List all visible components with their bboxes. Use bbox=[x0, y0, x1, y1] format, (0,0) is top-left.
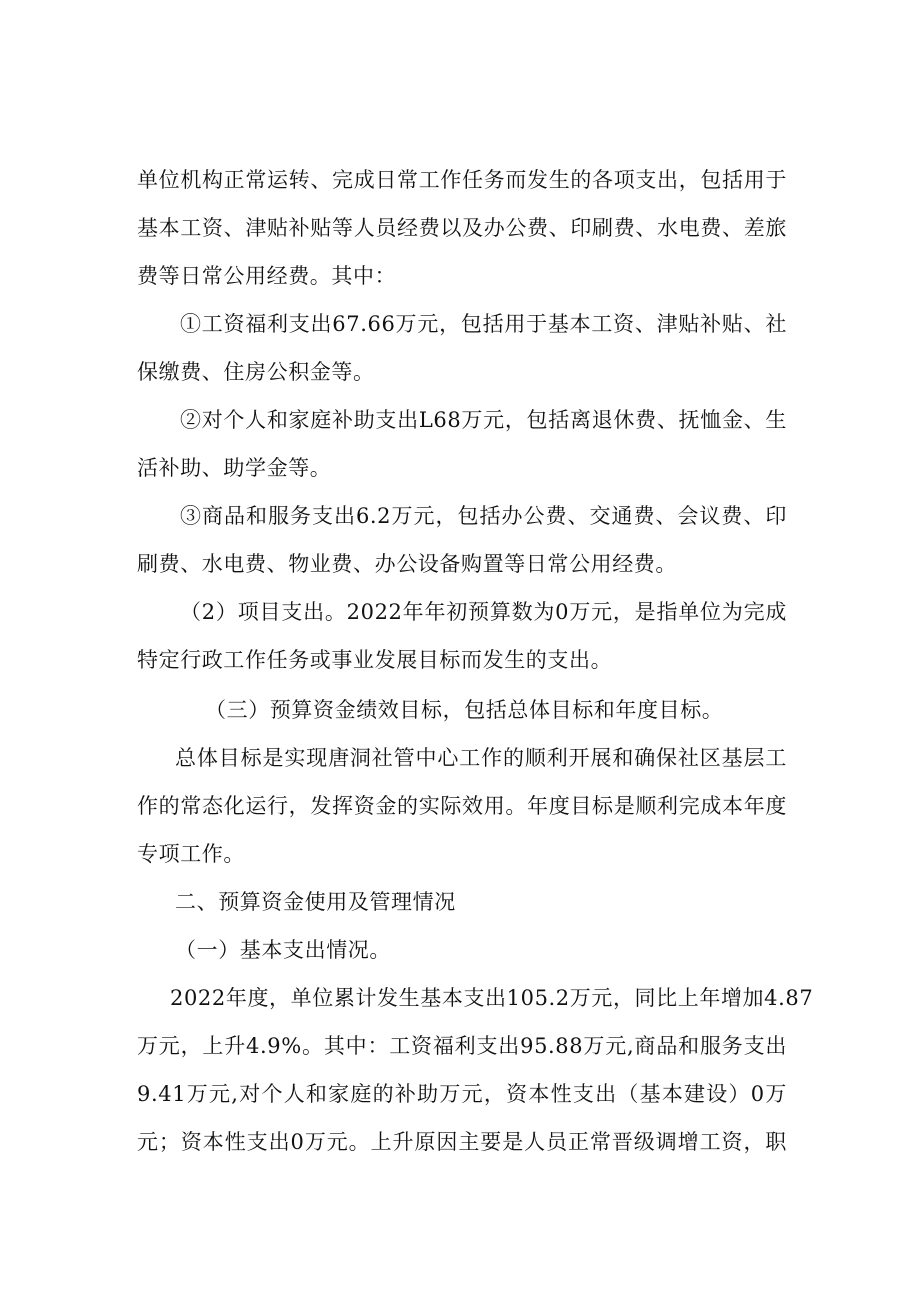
text-line-8: ③商品和服务支出6.2万元，包括办公费、交通费、会议费、印 bbox=[180, 504, 787, 528]
text-line-10: （2）项目支出。2022年年初预算数为0万元，是指单位为完成 bbox=[180, 600, 787, 624]
text-line-19: 万元，上升4.9%。其中：工资福利支出95.88万元,商品和服务支出 bbox=[137, 1034, 787, 1058]
text-line-6: ②对个人和家庭补助支出L68万元，包括离退休费、抚恤金、生 bbox=[180, 408, 787, 432]
subsection-heading-1: （一）基本支出情况。 bbox=[175, 938, 391, 962]
text-line-13: 总体目标是实现唐洞社管中心工作的顺利开展和确保社区基层工 bbox=[175, 746, 787, 770]
text-line-14: 作的常态化运行，发挥资金的实际效用。年度目标是顺利完成本年度 bbox=[137, 794, 787, 818]
text-line-3: 费等日常公用经费。其中： bbox=[137, 264, 397, 288]
text-line-2: 基本工资、津贴补贴等人员经费以及办公费、印刷费、水电费、差旅 bbox=[137, 216, 787, 240]
text-line-4: ①工资福利支出67.66万元，包括用于基本工资、津贴补贴、社 bbox=[180, 312, 787, 336]
text-line-7: 活补助、助学金等。 bbox=[137, 456, 332, 480]
section-heading-2: 二、预算资金使用及管理情况 bbox=[175, 890, 456, 914]
text-line-1: 单位机构正常运转、完成日常工作任务而发生的各项支出，包括用于 bbox=[137, 168, 787, 192]
text-line-5: 保缴费、住房公积金等。 bbox=[137, 360, 375, 384]
text-line-11: 特定行政工作任务或事业发展目标而发生的支出。 bbox=[137, 648, 613, 672]
text-line-20: 9.41万元,对个人和家庭的补助万元，资本性支出（基本建设）0万 bbox=[137, 1082, 787, 1106]
text-line-15: 专项工作。 bbox=[137, 842, 245, 866]
text-line-21: 元；资本性支出0万元。上升原因主要是人员正常晋级调增工资，职 bbox=[137, 1130, 787, 1154]
section-heading-3: （三）预算资金绩效目标，包括总体目标和年度目标。 bbox=[205, 698, 724, 722]
text-line-18: 2022年度，单位累计发生基本支出105.2万元，同比上年增加4.87 bbox=[170, 986, 814, 1010]
text-line-9: 刷费、水电费、物业费、办公设备购置等日常公用经费。 bbox=[137, 552, 677, 576]
